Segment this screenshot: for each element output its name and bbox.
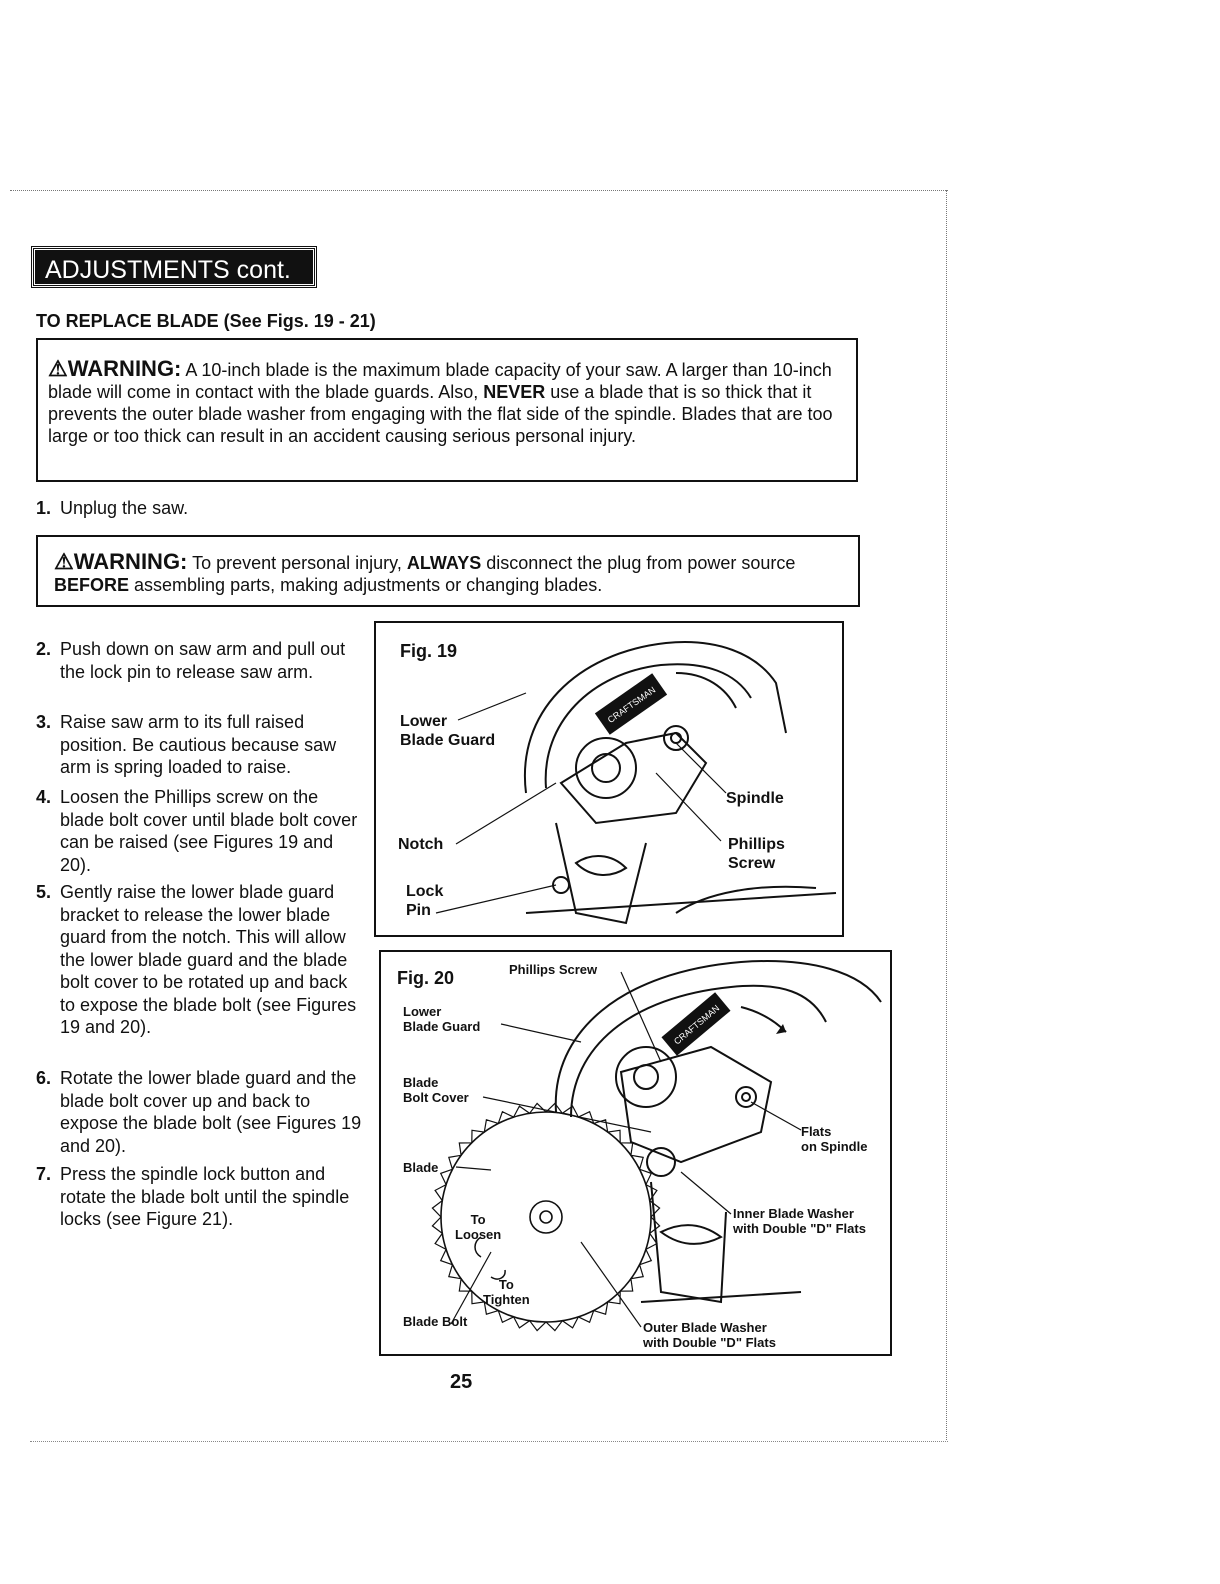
figure-19 [374, 621, 844, 937]
warning-text: use a blade that is so thick that it prevents the outer blade washer from engaging with the flat side of the spindle. Blades that are too large or too thick can result in an accident causing serious personal injury. [48, 382, 833, 446]
warning-box-unplug [36, 535, 860, 607]
fig20-label-to-loosen: To Loosen [455, 1212, 502, 1242]
fig20-label-blade-bolt-cover: Blade Bolt Cover [403, 1075, 469, 1105]
warning-label: ⚠WARNING: [54, 549, 188, 574]
fig20-label-flats-on-spindle: Flats on Spindle [801, 1124, 868, 1154]
fig19-label-lock-pin: Lock Pin [406, 883, 444, 919]
step-text: Unplug the saw. [60, 498, 189, 518]
step-3: 3. Raise saw arm to its full raised position. Be cautious because saw arm is spring loaded to raise. [36, 712, 337, 777]
fig19-label-lower-blade-guard: Lower Blade Guard [400, 713, 496, 749]
step-2: 2. Push down on saw arm and pull out the lock pin to release saw arm. [36, 639, 346, 682]
fig20-label-to-tighten: To Tighten [483, 1277, 530, 1307]
fig20-label-outer-blade-washer: Outer Blade Washer with Double "D" Flats [643, 1320, 776, 1350]
warning-emphasis: ALWAYS [406, 553, 482, 573]
step-7: 7. Press the spindle lock button and rotate the blade bolt until the spindle locks (see Figure 21). [36, 1164, 350, 1229]
warning-box-blade-capacity [36, 338, 858, 482]
step-6: 6. Rotate the lower blade guard and the blade bolt cover up and back to expose the blade bolt (see Figures 19 and 20). [36, 1068, 362, 1156]
fig20-label-inner-blade-washer: Inner Blade Washer with Double "D" Flats [733, 1206, 866, 1236]
bottom-rule [30, 1441, 948, 1442]
warning-label: ⚠WARNING: [48, 356, 182, 381]
fig19-label-phillips-screw: Phillips Screw [728, 836, 785, 872]
warning-emphasis: NEVER [483, 382, 546, 402]
fig19-title: Fig. 19 [400, 641, 458, 661]
brand-logo: CRAFTSMAN [671, 1002, 722, 1047]
top-rule [10, 190, 948, 191]
warning-triangle-icon: ⚠ [54, 549, 74, 574]
section-title: TO REPLACE BLADE (See Figs. 19 - 21) [36, 311, 376, 331]
fig20-title: Fig. 20 [397, 968, 455, 988]
fig19-label-spindle: Spindle [726, 790, 784, 807]
fig20-label-phillips-screw: Phillips Screw [509, 962, 598, 977]
step-1 [36, 497, 436, 520]
fig20-label-lower-blade-guard: Lower Blade Guard [403, 1004, 481, 1034]
brand-logo: CRAFTSMAN [605, 684, 658, 725]
page-number: 25 [450, 1371, 473, 1393]
warning-text: A 10-inch blade is the maximum blade capacity of your saw. A larger than 10-inch blade will come in contact with the blade guards. Also, [48, 360, 832, 402]
warning-text: To prevent personal injury, [187, 553, 407, 573]
step-5: 5. Gently raise the lower blade guard bracket to release the lower blade guard from the notch. This will allow the lower blade guard and the blade bolt cover to be rotated up and back to expose the blade bolt (see Figures 19 and 20). [36, 882, 357, 1037]
step-4: 4. Loosen the Phillips screw on the blade bolt cover until blade bolt cover can be raised (see Figures 19 and 20). [36, 787, 358, 875]
step-number: 1. [36, 498, 52, 518]
warning-triangle-icon: ⚠ [48, 356, 68, 381]
section-banner: ADJUSTMENTS cont. [32, 247, 316, 287]
saw-illustration-fig19 [376, 623, 842, 935]
warning-text: disconnect the plug from power source [481, 553, 796, 573]
right-rule [946, 190, 947, 1440]
fig20-label-blade: Blade [403, 1160, 439, 1175]
figure-20 [379, 950, 892, 1356]
warning-emphasis: BEFORE [54, 575, 130, 595]
fig19-label-notch: Notch [398, 836, 444, 853]
warning-text: assembling parts, making adjustments or changing blades. [129, 575, 603, 595]
fig20-label-blade-bolt: Blade Bolt [403, 1314, 468, 1329]
